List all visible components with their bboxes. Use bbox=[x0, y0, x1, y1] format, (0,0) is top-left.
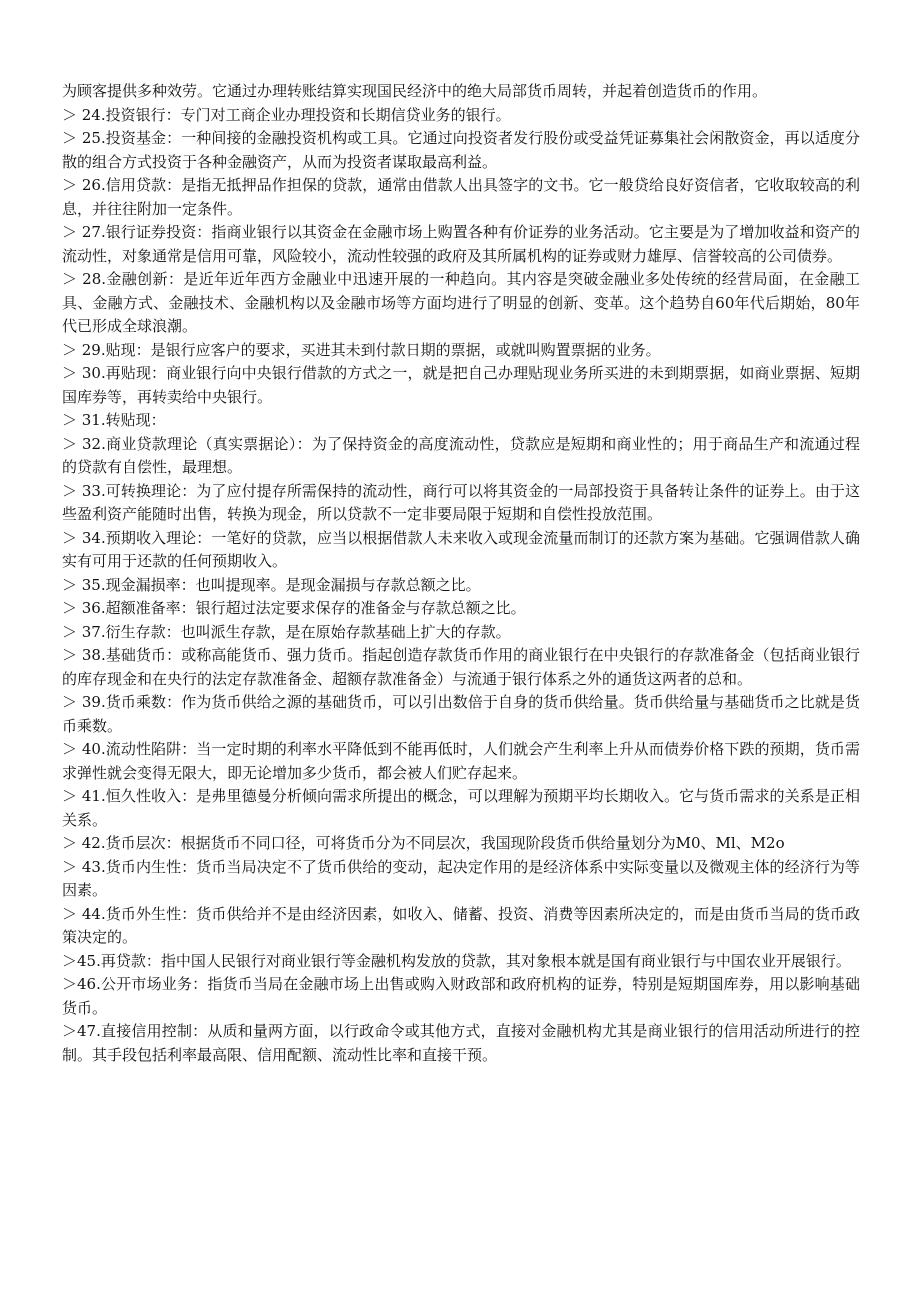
term-28-financial-innovation: ＞ 28.金融创新：是近年近年西方金融业中迅速开展的一种趋向。其内容是突破金融业多处传统的经营局面，在金融工具、金融方式、金融技术、金融机构以及金融市场等方面均进行了明显的创新、变革。这个趋势自60年代后期始，80年代已形成全球浪潮。 bbox=[62, 270, 860, 335]
term-36-excess-reserve-ratio: ＞ 36.超额准备率：银行超过法定要求保存的准备金与存款总额之比。 bbox=[62, 599, 526, 617]
term-37-derivative-deposit: ＞ 37.衍生存款：也叫派生存款，是在原始存款基础上扩大的存款。 bbox=[62, 622, 511, 641]
term-40-liquidity-trap: ＞ 40.流动性陷阱：当一定时期的利率水平降低到不能再低时，人们就会产生利率上升从而债券价格下跌的预期，货币需求弹性就会变得无限大，即无论增加多少货币，都会被人们贮存起来。 bbox=[62, 740, 860, 782]
paragraph-continuation: 为顾客提供多种效劳。它通过办理转账结算实现国民经济中的绝大局部货币周转，并起着创造货币的作用。 bbox=[62, 82, 768, 100]
term-39-money-multiplier: ＞ 39.货币乘数：作为货币供给之源的基础货币，可以引出数倍于自身的货币供给量。货币供给量与基础货币之比就是货币乘数。 bbox=[62, 693, 860, 735]
term-30-rediscount: ＞ 30.再贴现：商业银行向中央银行借款的方式之一，就是把自己办理贴现业务所买进的未到期票据，如商业票据、短期国库券等，再转卖给中央银行。 bbox=[62, 364, 860, 406]
term-44-money-exogeneity: ＞ 44.货币外生性：货币供给并不是由经济因素，如收入、储蓄、投资、消费等因素所决定的，而是由货币当局的货币政策决定的。 bbox=[62, 904, 860, 946]
term-38-base-money: ＞ 38.基础货币：或称高能货币、强力货币。指起创造存款货币作用的商业银行在中央银行的存款准备金（包括商业银行的库存现金和在央行的法定存款准备金、超额存款准备金）与流通于银行体系之外的通货这两者的总和。 bbox=[62, 646, 860, 688]
term-46-open-market-operations: ＞46.公开市场业务：指货币当局在金融市场上出售或购入财政部和政府机构的证券，特别是短期国库券，用以影响基础货币。 bbox=[62, 975, 860, 1017]
term-31-transfer-discount: ＞ 31.转贴现： bbox=[62, 411, 166, 429]
term-42-money-levels: ＞ 42.货币层次：根据货币不同口径，可将货币分为不同层次，我国现阶段货币供给量划分为M0、Ml、M2o bbox=[62, 834, 785, 852]
term-47-direct-credit-control: ＞47.直接信用控制：从质和量两方面，以行政命令或其他方式，直接对金融机构尤其是商业银行的信用活动所进行的控制。其手段包括利率最高限、信用配额、流动性比率和直接干预。 bbox=[62, 1022, 860, 1064]
term-25-investment-fund: ＞ 25.投资基金：一种间接的金融投资机构或工具。它通过向投资者发行股份或受益凭证募集社会闲散资金，再以适度分散的组合方式投资于各种金融资产，从而为投资者谋取最高利益。 bbox=[62, 129, 860, 171]
term-24-investment-bank: ＞ 24.投资银行：专门对工商企业办理投资和长期信贷业务的银行。 bbox=[62, 105, 511, 124]
term-29-discount: ＞ 29.贴现：是银行应客户的要求，买进其未到付款日期的票据，或就叫购置票据的业务。 bbox=[62, 340, 661, 359]
term-32-commercial-loan-theory: ＞ 32.商业贷款理论（真实票据论）：为了保持资金的高度流动性，贷款应是短期和商业性的；用于商品生产和流通过程的贷款有自偿性，最理想。 bbox=[62, 434, 860, 476]
term-26-credit-loan: ＞ 26.信用贷款：是指无抵押品作担保的贷款，通常由借款人出具签字的文书。它一般贷给良好资信者，它收取较高的利息，并往往附加一定条件。 bbox=[62, 176, 860, 218]
term-35-currency-drain-ratio: ＞ 35.现金漏损率：也叫提现率。是现金漏损与存款总额之比。 bbox=[62, 575, 481, 594]
term-41-permanent-income: ＞ 41.恒久性收入：是弗里德曼分析倾向需求所提出的概念，可以理解为预期平均长期收入。它与货币需求的关系是正相关系。 bbox=[62, 787, 860, 829]
document-body bbox=[62, 80, 860, 1067]
term-45-relending: ＞45.再贷款：指中国人民银行对商业银行等金融机构发放的贷款，其对象根本就是国有商业银行与中国农业开展银行。 bbox=[62, 951, 851, 970]
term-27-bank-securities-investment: ＞ 27.银行证券投资：指商业银行以其资金在金融市场上购置各种有价证券的业务活动。它主要是为了增加收益和资产的流动性，对象通常是信用可靠，风险较小，流动性较强的政府及其所属机构的证券或财力雄厚、信誉较高的公司债券。 bbox=[62, 223, 860, 265]
term-34-anticipated-income-theory: ＞ 34.预期收入理论：一笔好的贷款，应当以根据借款人未来收入或现金流量而制订的还款方案为基础。它强调借款人确实有可用于还款的任何预期收入。 bbox=[62, 528, 860, 570]
term-43-money-endogeneity: ＞ 43.货币内生性：货币当局决定不了货币供给的变动，起决定作用的是经济体系中实际变量以及微观主体的经济行为等因素。 bbox=[62, 857, 860, 899]
term-33-shiftability-theory: ＞ 33.可转换理论：为了应付提存所需保持的流动性，商行可以将其资金的一局部投资于具备转让条件的证券上。由于这些盈利资产能随时出售，转换为现金，所以贷款不一定非要局限于短期和自偿性投放范围。 bbox=[62, 481, 860, 523]
